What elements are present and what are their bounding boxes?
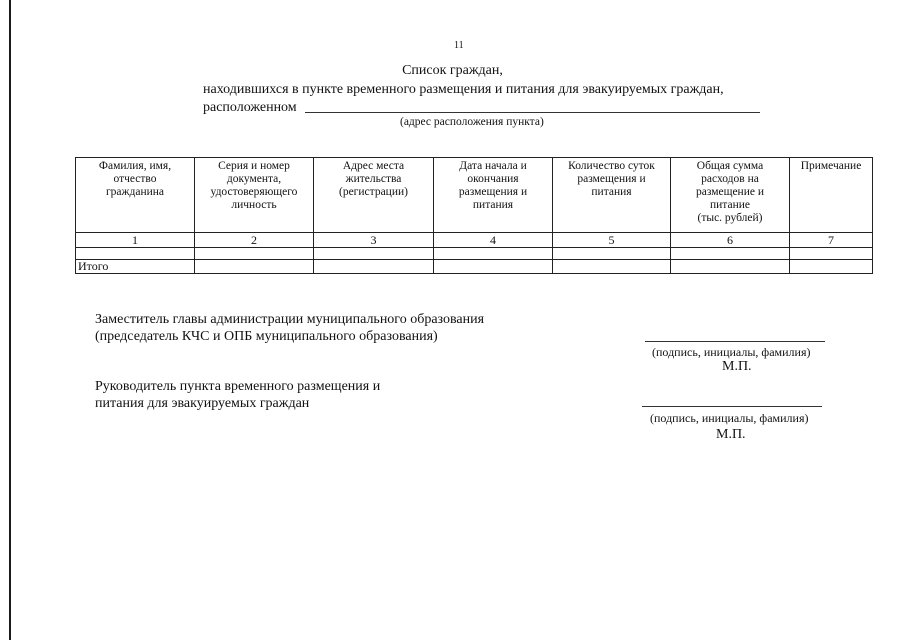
head-title: Руководитель пункта временного размещения и питания для эвакуируемых граждан: [95, 379, 381, 411]
table-cell[interactable]: [76, 248, 195, 260]
header-full-name: Фамилия, имя, отчество гражданина: [76, 158, 195, 233]
table-cell[interactable]: [434, 248, 553, 260]
page-number: 11: [454, 40, 464, 51]
head-stamp-label: М.П.: [716, 427, 746, 442]
column-number: 2: [195, 233, 314, 248]
deputy-signature-line: [645, 341, 825, 342]
head-signature-caption: (подпись, инициалы, фамилия): [650, 411, 809, 425]
table-cell[interactable]: [314, 248, 434, 260]
deputy-stamp-label: М.П.: [722, 359, 752, 374]
column-number: 4: [434, 233, 553, 248]
citizens-table: [75, 157, 873, 274]
head-signature-line: [642, 406, 822, 407]
table-cell[interactable]: [553, 248, 671, 260]
header-days-count: Количество суток размещения и питания: [553, 158, 671, 233]
location-label: расположенном: [203, 100, 297, 115]
table-cell[interactable]: [790, 260, 873, 274]
page-edge-rule: [9, 0, 11, 640]
header-document: Серия и номер документа, удостоверяющего личность: [195, 158, 314, 233]
table-header-row: [76, 158, 873, 233]
header-note: Примечание: [790, 158, 873, 233]
table-cell[interactable]: [195, 260, 314, 274]
table-row: [76, 248, 873, 260]
deputy-title: Заместитель главы администрации муниципального образования (председатель КЧС и ОПБ муниципального образования): [95, 312, 485, 344]
total-row: [76, 260, 873, 274]
table-cell[interactable]: [790, 248, 873, 260]
table-cell[interactable]: [314, 260, 434, 274]
column-number: 5: [553, 233, 671, 248]
table-cell[interactable]: [671, 248, 790, 260]
address-fill-line: [305, 112, 760, 113]
table-cell[interactable]: [671, 260, 790, 274]
address-caption: (адрес расположения пункта): [400, 116, 544, 128]
table-cell[interactable]: [195, 248, 314, 260]
column-number: 7: [790, 233, 873, 248]
table-cell[interactable]: [434, 260, 553, 274]
column-number: 3: [314, 233, 434, 248]
deputy-signature-caption: (подпись, инициалы, фамилия): [652, 345, 811, 359]
header-address: Адрес места жительства (регистрации): [314, 158, 434, 233]
document-title: Список граждан,: [402, 63, 503, 78]
header-dates: Дата начала и окончания размещения и питания: [434, 158, 553, 233]
column-number-row: [76, 233, 873, 248]
total-label: Итого: [76, 260, 195, 274]
column-number: 1: [76, 233, 195, 248]
document-subtitle: находившихся в пункте временного размещения и питания для эвакуируемых граждан,: [203, 82, 724, 97]
header-total-expenses: Общая сумма расходов на размещение и питание (тыс. рублей): [671, 158, 790, 233]
table-cell[interactable]: [553, 260, 671, 274]
column-number: 6: [671, 233, 790, 248]
